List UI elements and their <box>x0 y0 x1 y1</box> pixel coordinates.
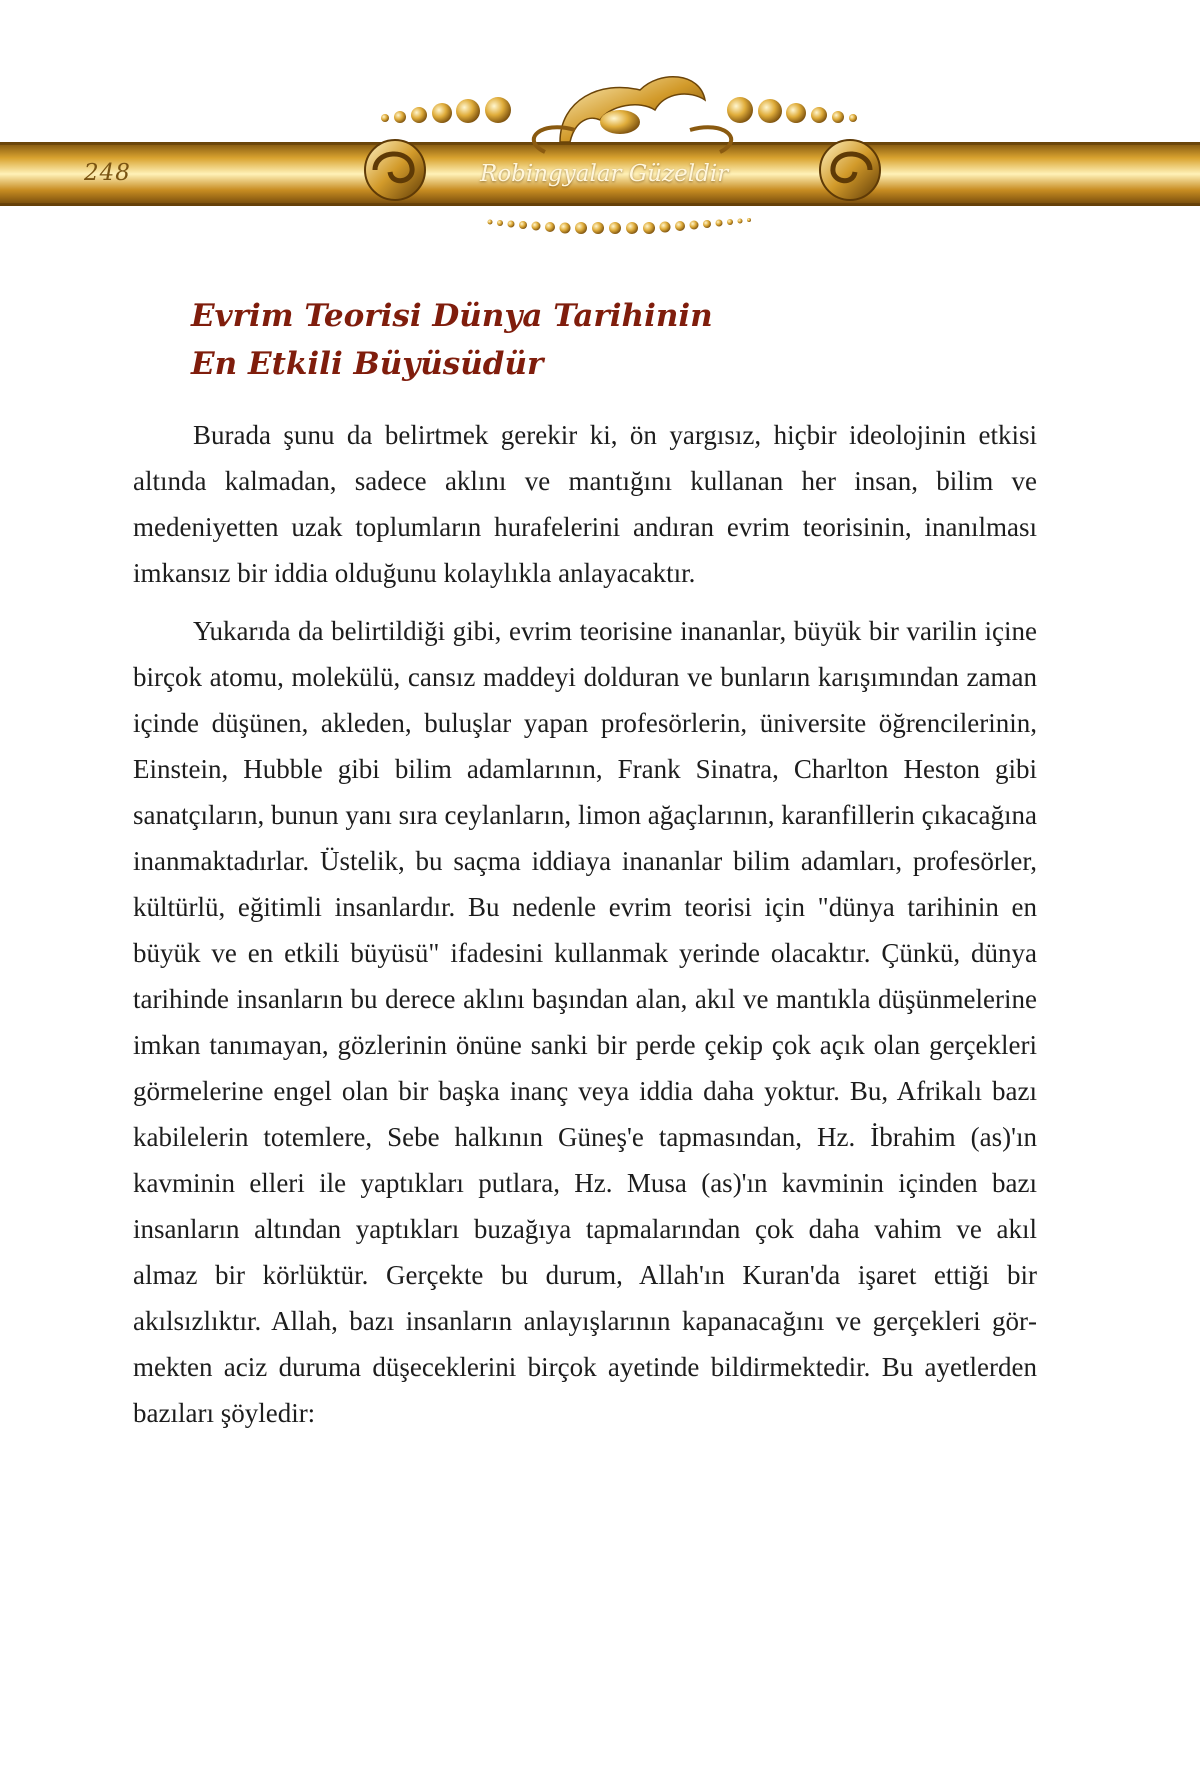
paragraph-2: Yukarıda da belirtildiği gibi, evrim teorisine inananlar, büyük bir varilin içine birçok atomu, molekülü, cansız maddeyi dolduran ve bunların karışımından zaman içinde düşünen, akleden, buluşlar yapan profesörlerin, üniversite öğrencilerinin, Einstein, Hubble gibi bilim adamlarının, Frank Sinatra, Charlton Heston gibi sanatçıların, bunun yanı sıra ceylanların, limon ağaçlarının, karanfillerin çıkacağına inanmaktadırlar. Üstelik, bu saçma iddiaya inananlar bilim adamları, profesörler, kültürlü, eğitimli insanlardır. Bu nedenle evrim teorisi için "dünya tarihinin en büyük ve en etkili büyüsü" ifadesini kullanmak yerinde olacaktır. Çünkü, dünya tarihinde insanların bu derece aklını başından alan, akıl ve mantıkla düşünmelerine imkan tanımayan, gözlerinin önüne sanki bir perde çekip çok açık olan gerçekleri görmelerine engel olan bir başka inanç veya iddia daha yoktur. Bu, Afrikalı bazı kabilelerin totemlere, Sebe halkının Güneş'e tapmasından, Hz. İbrahim (as)'ın kavminin elleri ile yaptıkları putlara, Hz. Musa (as)'ın kavminin içinden bazı insanların altından yaptıkları buzağıya tapmalarından çok daha vahim ve akıl almaz bir körlüktür. Gerçekte bu durum, Allah'ın Kuran'da işaret ettiği bir akılsızlıktır. Allah, bazı insanların anlayışlarının kapanacağını ve gerçekleri görmekten aciz duruma düşeceklerini birçok ayetinde bildirmektedir. Bu ayetlerden bazıları şöyledir: <box>133 616 1037 1428</box>
section-heading <box>191 292 1037 388</box>
article-body <box>133 292 1037 1448</box>
crest-ornament <box>534 77 731 152</box>
bead-row-right <box>727 97 857 123</box>
section-heading-line-2: En Etkili Büyüsüdür <box>191 346 544 382</box>
section-heading-line-1: Evrim Teorisi Dünya Tarihinin <box>191 298 713 334</box>
book-title: Robingyalar Güzeldir <box>480 161 729 187</box>
scroll-ornament-right <box>820 140 880 200</box>
header-ornament <box>0 60 1200 240</box>
bead-row-bottom <box>488 218 752 234</box>
paragraph-1: Burada şunu da belirtmek gerekir ki, ön yargısız, hiçbir ideolojinin etkisi altında kalmadan, sadece aklını ve mantığını kullanan her insan, bilim ve medeniyetten uzak toplumların hurafelerini andıran evrim teorisinin, inanılması imkansız bir iddia olduğunu kolaylıkla anlayacaktır. <box>133 420 1037 588</box>
scroll-ornament-left <box>365 140 425 200</box>
page-number: 248 <box>84 160 131 186</box>
bead-row-left <box>381 97 511 123</box>
